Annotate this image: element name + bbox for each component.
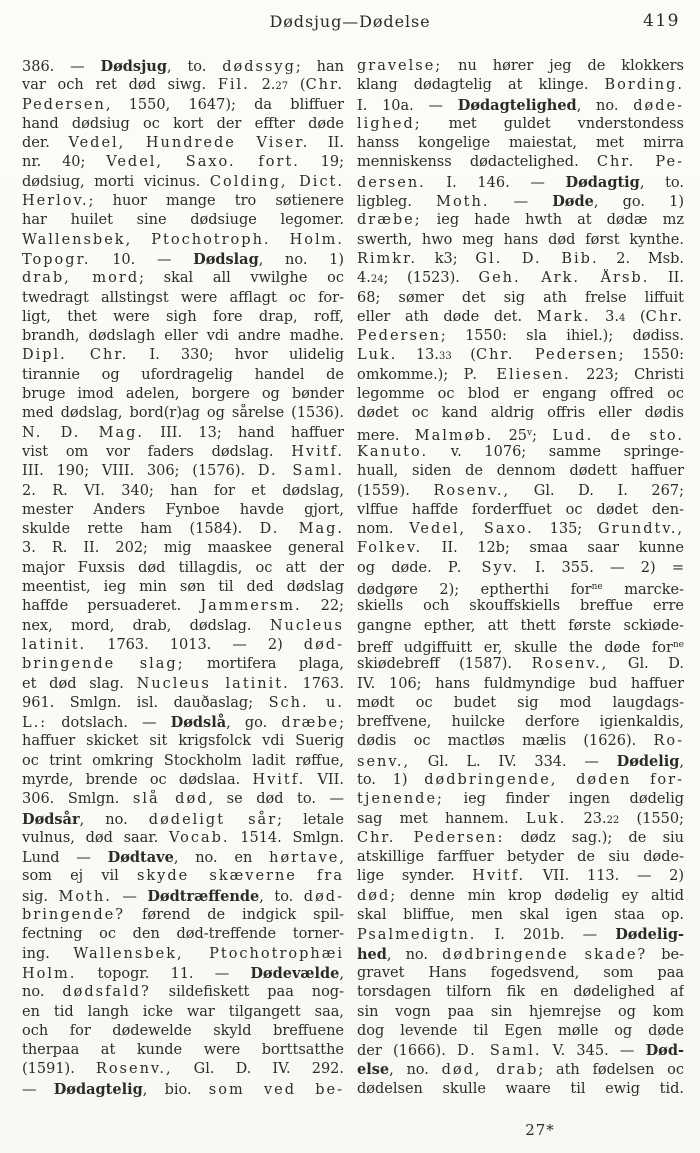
text-line: gangne epther, att thett første sckiøde- (357, 617, 684, 634)
text-line: mester Anders Fynboe havde gjort, (22, 501, 344, 518)
text-line: 961. Smlgn. isl. dauðaslag; Sch. u. (22, 694, 344, 711)
text-line: dersen. I. 146. — Dødagtig, to. (357, 173, 684, 191)
text-line: skiødebreff (1587). Rosenv., Gl. D. (357, 656, 684, 673)
text-line: tirannie og ufordragelig handel de (22, 366, 344, 383)
text-line: der. Vedel, Hundrede Viser. II. (22, 135, 344, 152)
text-line: 306. Smlgn. slå død, se død to. — (22, 791, 344, 808)
text-line: 2. R. VI. 340; han for et dødslag, (22, 482, 344, 499)
text-line: Wallensbek, Ptochotroph. Holm. (22, 231, 344, 248)
text-line: haffuer skicket sit krigsfolck vdi Suerig (22, 733, 344, 750)
text-line: nex, mord, drab, dødslag. Nucleus (22, 617, 344, 634)
text-line: lige synder. Hvitf. VII. 113. — 2) (357, 868, 684, 885)
text-line: tjenende; ieg finder ingen dødelig (357, 791, 684, 808)
text-line: — Dødagtelig, bio. som ved be- (22, 1080, 344, 1098)
text-line: III. 190; VIII. 306; (1576). D. Saml. (22, 463, 344, 480)
text-line: sig. Moth. — Dødtræffende, to. død- (22, 887, 344, 905)
text-line: og døde. P. Syv. I. 355. — 2) = (357, 559, 684, 576)
text-line: Herlov.; huor mange tro søtienere (22, 193, 344, 210)
text-line: mere. Malmøb. 25$^v$; Lud. de sto. (357, 427, 684, 443)
text-line: huall, siden de dennom dødett haffuer (357, 463, 684, 480)
text-line: menniskenss dødactelighed. Chr. Pe- (357, 154, 684, 171)
text-line: latinit. 1763. 1013. — 2) død- (22, 636, 344, 653)
text-line: L.: dotslach. — Dødslå, go. dræbe; (22, 714, 344, 732)
text-line: brandh, dødslagh eller vdi andre madhe. (22, 328, 344, 345)
text-line: atskillige farffuer betyder de siu døde- (357, 849, 684, 866)
sheet-signature: 27* (525, 1121, 555, 1139)
text-line: Chr. Pedersen: dødz sag.); de siu (357, 829, 684, 846)
text-line: har huilet sine dødsiuge legomer. (22, 212, 344, 229)
text-line: oc trint omkring Stockholm ladit røffue, (22, 752, 344, 769)
text-line: N. D. Mag. III. 13; hand haffuer (22, 424, 344, 441)
text-line: hanss kongelige maiestat, met mirra (357, 135, 684, 152)
text-line: ligbleg. Moth. — Døde, go. 1) (357, 193, 684, 211)
page-number: 419 (643, 11, 680, 31)
text-line: swerth, hwo meg hans død først kynthe. (357, 231, 684, 248)
text-line: dødgøre 2); eptherthi for$^{ne}$ marcke- (357, 582, 684, 598)
text-line: ligt, thet were sigh fore drap, roff, (22, 308, 344, 325)
text-line: Pedersen, 1550, 1647); da bliffuer (22, 96, 344, 113)
text-line: bringende slag; mortifera plaga, (22, 656, 344, 673)
text-line: et død slag. Nucleus latinit. 1763. (22, 675, 344, 692)
text-line: breff udgiffuitt er, skulle the døde for$^{ne}$ (357, 639, 684, 656)
text-line: ing. Wallensbek, Ptochotrophæi (22, 945, 344, 962)
text-line: dræbe; ieg hade hwth at dødæ mz (357, 212, 684, 229)
text-line: myrde, brende oc dødslaa. Hvitf. VII. (22, 771, 344, 788)
text-line: der (1666). D. Saml. V. 345. — Død- (357, 1042, 684, 1060)
column-left (22, 57, 344, 1099)
text-line: 3. R. II. 202; mig maaskee general (22, 540, 344, 557)
text-line: 4.24; (1523). Geh. Ark. Årsb. II. (357, 270, 684, 287)
text-line: var och ret død siwg. Fil. 2.27 (Chr. (22, 77, 344, 94)
text-line: therpaa at kunde were borttsatthe (22, 1042, 344, 1059)
column-right (357, 57, 684, 1099)
text-line: skal bliffue, men skal igen staa op. (357, 907, 684, 924)
text-line: Folkev. II. 12b; smaa saar kunne (357, 540, 684, 557)
text-line: major Fuxsis død tillagdis, oc att der (22, 559, 344, 576)
text-line: twedragt allstingst were afflagt oc for- (22, 289, 344, 306)
text-line: bringende? førend de indgick spil- (22, 907, 344, 924)
text-line: drab, mord; skal all vwilghe oc (22, 270, 344, 287)
text-line: skiells och skouffskiells breffue erre (357, 598, 684, 615)
text-line: Luk. 13.33 (Chr. Pedersen; 1550: (357, 347, 684, 364)
text-line: Psalmedigtn. I. 201b. — Dødelig- (357, 926, 684, 944)
text-line: omkomme.); P. Eliesen. 223; Christi (357, 366, 684, 383)
text-line: Kanuto. v. 1076; samme springe- (357, 443, 684, 460)
text-line: sin vogn paa sin hjemrejse og kom (357, 1003, 684, 1020)
text-line: breffvene, huilcke derfore igienkaldis, (357, 714, 684, 731)
text-line: Dødsår, no. dødeligt sår; letale (22, 810, 344, 828)
text-line: som ej vil skyde skæverne fra (22, 868, 344, 885)
text-line: 386. — Dødsjug, to. dødssyg; han (22, 58, 344, 75)
text-line: klang dødagtelig at klinge. Bording. (357, 77, 684, 94)
text-line: Dipl. Chr. I. 330; hvor ulidelig (22, 347, 344, 364)
text-line: haffde persuaderet. Jammersm. 22; (22, 598, 344, 615)
text-line: mødt oc budet sig mod laugdags- (357, 694, 684, 711)
text-line: och for dødewelde skyld breffuene (22, 1022, 344, 1039)
text-line: Pedersen; 1550: sla ihiel.); dødiss. (357, 328, 684, 345)
text-line: lighed; met guldet vnderstondess (357, 115, 684, 132)
text-line: Holm. topogr. 11. — Dødevælde, (22, 964, 344, 982)
text-line: eller ath døde det. Mark. 3.4 (Chr. (357, 308, 684, 325)
text-line: dødelsen skulle waare til ewig tid. (357, 1080, 684, 1097)
text-line: hed, no. dødbringende skade? be- (357, 945, 684, 963)
text-line: sag met hannem. Luk. 23.22 (1550; (357, 810, 684, 827)
text-line: (1591). Rosenv., Gl. D. IV. 292. (22, 1061, 344, 1078)
text-line: fectning oc den død-treffende torner- (22, 926, 344, 943)
text-line: no. dødsfald? sildefiskett paa nog- (22, 984, 344, 1001)
text-line: dødsiug, morti vicinus. Colding, Dict. (22, 173, 344, 190)
text-line: skulde rette ham (1584). D. Mag. (22, 521, 344, 538)
text-line: nr. 40; Vedel, Saxo. fort. 19; (22, 154, 344, 171)
text-line: gravelse; nu hører jeg de klokkers (357, 58, 684, 74)
text-line: en tid langh icke war tilgangett saa, (22, 1003, 344, 1020)
text-line: I. 10a. — Dødagtelighed, no. døde- (357, 96, 684, 114)
text-line: vist om vor faders dødslag. Hvitf. (22, 443, 344, 460)
text-line: bruge imod adelen, borgere og bønder (22, 386, 344, 403)
text-line: IV. 106; hans fuldmyndige bud haffuer (357, 675, 684, 692)
text-line: dødet oc kand aldrig offris eller dødis (357, 405, 684, 422)
text-line: vulnus, død saar. Vocab. 1514. Smlgn. (22, 829, 344, 846)
text-line: else, no. død, drab; ath fødelsen oc (357, 1061, 684, 1079)
text-line: to. 1) dødbringende, døden for- (357, 771, 684, 788)
text-line: Lund — Dødtave, no. en hørtave, (22, 849, 344, 867)
text-line: dødis oc mactløs mælis (1626). Ro- (357, 733, 684, 750)
text-line: 68; sømer det sig ath frelse liffuit (357, 289, 684, 306)
text-line: meentist, ieg min søn til ded dødslag (22, 579, 344, 596)
text-line: legomme oc blod er engang offred oc (357, 386, 684, 403)
text-line: torsdagen tilforn fik en dødelighed af (357, 984, 684, 1001)
running-title: Dødsjug—Dødelse (269, 12, 431, 31)
text-columns (22, 57, 684, 1099)
text-line: gravet Hans fogedsvend, som paa (357, 964, 684, 981)
text-line: (1559). Rosenv., Gl. D. I. 267; (357, 482, 684, 499)
text-line: senv., Gl. L. IV. 334. — Dødelig, (357, 752, 684, 770)
text-line: vlffue haffde forderffuet oc dødet den- (357, 501, 684, 518)
text-line: død; denne min krop dødelig ey altid (357, 887, 684, 904)
text-line: Topogr. 10. — Dødslag, no. 1) (22, 250, 344, 268)
text-line: Rimkr. k3; Gl. D. Bib. 2. Msb. (357, 250, 684, 267)
text-line: med dødslag, bord(r)ag og sårelse (1536). (22, 405, 344, 422)
text-line: hand dødsiug oc kort der effter døde (22, 115, 344, 132)
text-line: dog levende til Egen mølle og døde (357, 1022, 684, 1039)
text-line: nom. Vedel, Saxo. 135; Grundtv., (357, 521, 684, 538)
